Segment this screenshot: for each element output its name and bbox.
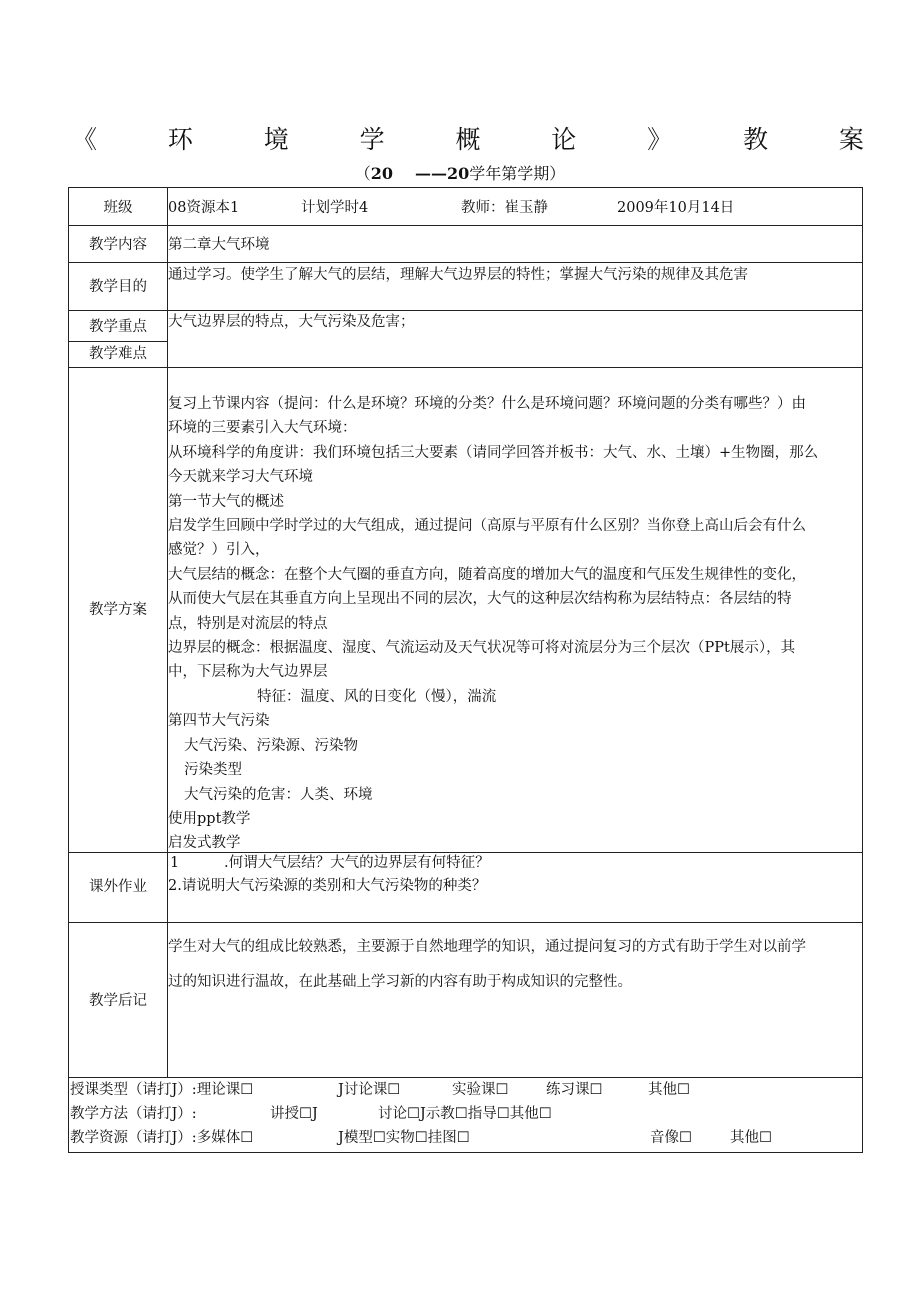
- plan-line: 环境的三要素引入大气环境：: [168, 420, 357, 437]
- resource-models: J模型☐实物☐挂图☐: [338, 1130, 470, 1146]
- title-char: 教: [743, 125, 769, 154]
- method-lecture: 讲授☐J: [270, 1106, 318, 1122]
- plan-line: 污染类型: [184, 762, 242, 779]
- plan-line: 第四节大气污染: [168, 713, 270, 730]
- homework-q2: 2.请说明大气污染源的类别和大气污染物的种类？: [168, 878, 487, 894]
- goal-label: 教学目的: [89, 279, 147, 295]
- plan-line: 特征：温度、风的日变化（慢），湍流: [257, 688, 497, 705]
- homework-q1-text: .何谓大气层结？大气的边界层有何特征？: [224, 855, 490, 871]
- lesson-type-label: 授课类型（请打J）:理论课☐: [70, 1082, 254, 1098]
- key-points-value: 大气边界层的特点，大气污染及危害；: [168, 314, 415, 330]
- reflection-line-1: 学生对大气的组成比较熟悉，主要源于自然地理学的知识，通过提问复习的方式有助于学生对以前学: [168, 939, 806, 955]
- class-name: 08资源本1: [168, 200, 240, 216]
- class-label: 班级: [103, 200, 133, 216]
- plan-label: 教学方案: [89, 602, 147, 618]
- key-points-label: 教学重点: [89, 319, 147, 335]
- content-value: 第二章大气环境: [168, 237, 270, 253]
- plan-line: 大气污染的危害：人类、环境: [184, 786, 373, 803]
- subtitle-year-end: 20: [447, 164, 470, 183]
- lesson-type-practice: 练习课☐: [546, 1082, 603, 1098]
- subtitle-dash: ——: [415, 164, 447, 183]
- plan-line: 中，下层称为大气边界层: [168, 664, 328, 681]
- method-others: 讨论☐J示教☐指导☐其他☐: [378, 1106, 552, 1122]
- title-char: 》: [647, 125, 673, 154]
- method-label: 教学方法（请打J）:: [70, 1106, 197, 1122]
- reflection-line-2: 过的知识进行温故，在此基础上学习新的内容有助于构成知识的完整性。: [168, 974, 632, 990]
- plan-line: 启发式教学: [168, 835, 241, 852]
- plan-line: 从环境科学的角度讲：我们环境包括三大要素（请同学回答并板书：大气、水、土壤）+生物圈，那么: [168, 444, 819, 461]
- plan-body: [168, 392, 860, 856]
- reflection-label: 教学后记: [89, 993, 147, 1009]
- lesson-type-other: 其他☐: [648, 1082, 690, 1098]
- title-char: 环: [167, 125, 193, 154]
- plan-line: 从而使大气层在其垂直方向上呈现出不同的层次，大气的这种层次结构称为层结特点：各层结的特: [168, 591, 792, 608]
- plan-line: 今天就来学习大气环境: [168, 469, 313, 486]
- planned-hours: 计划学时4: [301, 200, 369, 216]
- subtitle-year-start: 20: [370, 164, 393, 183]
- plan-line: 边界层的概念：根据温度、湿度、气流运动及天气状况等可将对流层分为三个层次（PPt展示），其: [168, 640, 796, 657]
- title-char: 论: [551, 125, 577, 154]
- plan-line: 点，特别是对流层的特点: [168, 615, 328, 632]
- content-label: 教学内容: [89, 237, 147, 253]
- resource-label: 教学资源（请打J）:多媒体☐: [70, 1130, 254, 1146]
- plan-line: 大气污染、污染源、污染物: [184, 737, 358, 754]
- homework-label: 课外作业: [89, 879, 147, 895]
- difficulty-label: 教学难点: [89, 346, 147, 362]
- page-title: [72, 124, 864, 156]
- plan-line: 启发学生回顾中学时学过的大气组成，通过提问（高原与平原有什么区别？当你登上高山后会有什么: [168, 518, 806, 535]
- title-char: 学: [359, 125, 385, 154]
- lesson-type-discussion: J讨论课☐: [338, 1082, 401, 1098]
- subtitle-open: （: [354, 164, 371, 183]
- goal-value: 通过学习。使学生了解大气的层结，理解大气边界层的特性；掌握大气污染的规律及其危害: [168, 267, 748, 283]
- plan-line: 使用ppt教学: [168, 810, 251, 827]
- plan-line: 复习上节课内容（提问：什么是环境？环境的分类？什么是环境问题？环境问题的分类有哪些？）由: [168, 396, 806, 412]
- lesson-type-lab: 实验课☐: [452, 1082, 509, 1098]
- teacher-name: 教师：崔玉静: [461, 200, 548, 216]
- homework-q1-number: 1: [170, 855, 180, 871]
- title-char: 案: [838, 125, 864, 154]
- subtitle-rest: 学年第学期）: [469, 164, 566, 183]
- title-char: 概: [455, 125, 481, 154]
- lesson-date: 2009年10月14日: [617, 200, 735, 216]
- resource-av: 音像☐: [650, 1130, 692, 1146]
- resource-other: 其他☐: [730, 1130, 772, 1146]
- title-char: 境: [263, 125, 289, 154]
- plan-line: 感觉？）引入，: [168, 542, 270, 559]
- semester-subtitle: [0, 163, 920, 185]
- plan-line: 第一节大气的概述: [168, 493, 284, 510]
- plan-line: 大气层结的概念：在整个大气圈的垂直方向，随着高度的增加大气的温度和气压发生规律性的变化，: [168, 566, 806, 583]
- title-char: 《: [72, 125, 98, 154]
